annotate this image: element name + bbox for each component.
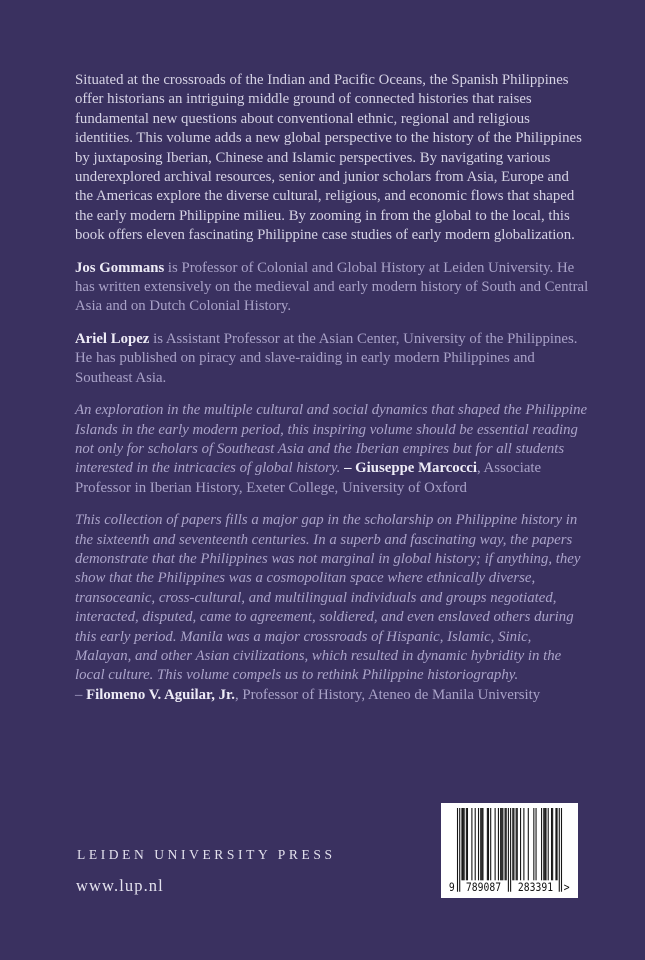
endorser-affiliation: , Associate Professor in Iberian History, Exeter College, University of Oxford bbox=[75, 460, 542, 496]
author-bio-jos-gommans bbox=[75, 259, 589, 317]
endorser-dash: – bbox=[75, 686, 83, 703]
endorsement-quote: An exploration in the multiple cultural and social dynamics that shaped the Philippine Islands in the early modern period, this inspiring volume should be essential reading not only for scholars of Southeast Asia and the Iberian empires but for all students interested in the intricacies of global history. bbox=[75, 402, 588, 477]
author-name: Ariel Lopez bbox=[75, 330, 150, 347]
endorsement-quote: This collection of papers fills a major gap in the scholarship on Philippine history in the sixteenth and seventeenth centuries. In a superb and fascinating way, the papers demonstrate that the Philippines was not marginal in global history; if anything, they show that the Philippines was a cosmopolitan space where ethnically diverse, transoceanic, cross-cultural, and multilingual individuals and groups negotiated, interacted, disputed, came to agreement, soldiered, and even enslaved others during this early period. Manila was a major crossroads of Hispanic, Islamic, Sinic, Malayan, and other Asian civilizations, which resulted in dynamic hybridity in the local culture. This volume compels us to rethink Philippine historiography. bbox=[75, 512, 581, 684]
endorsement-attribution bbox=[75, 686, 589, 705]
author-name: Jos Gommans bbox=[75, 259, 165, 276]
publisher-name: LEIDEN UNIVERSITY PRESS bbox=[77, 847, 336, 862]
barcode-bars bbox=[447, 808, 572, 893]
author-bio-ariel-lopez bbox=[75, 330, 589, 388]
endorsement-marcocci bbox=[75, 401, 589, 498]
endorsement-aguilar bbox=[75, 511, 589, 705]
publisher-website: www.lup.nl bbox=[76, 876, 164, 895]
endorser-affiliation: , Professor of History, Ateneo de Manila University bbox=[234, 686, 541, 703]
back-cover-text bbox=[75, 71, 589, 718]
endorser-dash: – bbox=[344, 460, 352, 477]
svg-text:283391: 283391 bbox=[517, 881, 554, 893]
author-bio-text: is Assistant Professor at the Asian Center, University of the Philippines. He has published on piracy and slave-raiding in early modern Philippines and Southeast Asia. bbox=[75, 330, 578, 386]
synopsis-paragraph: Situated at the crossroads of the Indian and Pacific Oceans, the Spanish Philippines offer historians an intriguing middle ground of connected histories that raises fundamental new questions about conventional ethnic, regional and religious identities. This volume adds a new global perspective to the history of the Philippines by juxtaposing Iberian, Chinese and Islamic perspectives. By navigating various underexplored archival resources, senior and junior scholars from Asia, Europe and the Americas explore the diverse cultural, religious, and economic flows that shaped the early modern Philippine milieu. By zooming in from the global to the local, this book offers eleven fascinating Philippine case studies of early modern globalization. bbox=[75, 72, 582, 244]
svg-text:789087: 789087 bbox=[465, 881, 502, 893]
svg-text:9: 9 bbox=[448, 881, 455, 893]
svg-text:>: > bbox=[563, 881, 570, 893]
isbn-barcode bbox=[441, 803, 578, 898]
endorser-name: Giuseppe Marcocci bbox=[355, 460, 477, 477]
endorser-name: Filomeno V. Aguilar, Jr. bbox=[86, 686, 235, 703]
author-bio-text: is Professor of Colonial and Global History at Leiden University. He has written extensively on the medieval and early modern history of South and Central Asia and on Dutch Colonial History. bbox=[75, 259, 589, 315]
